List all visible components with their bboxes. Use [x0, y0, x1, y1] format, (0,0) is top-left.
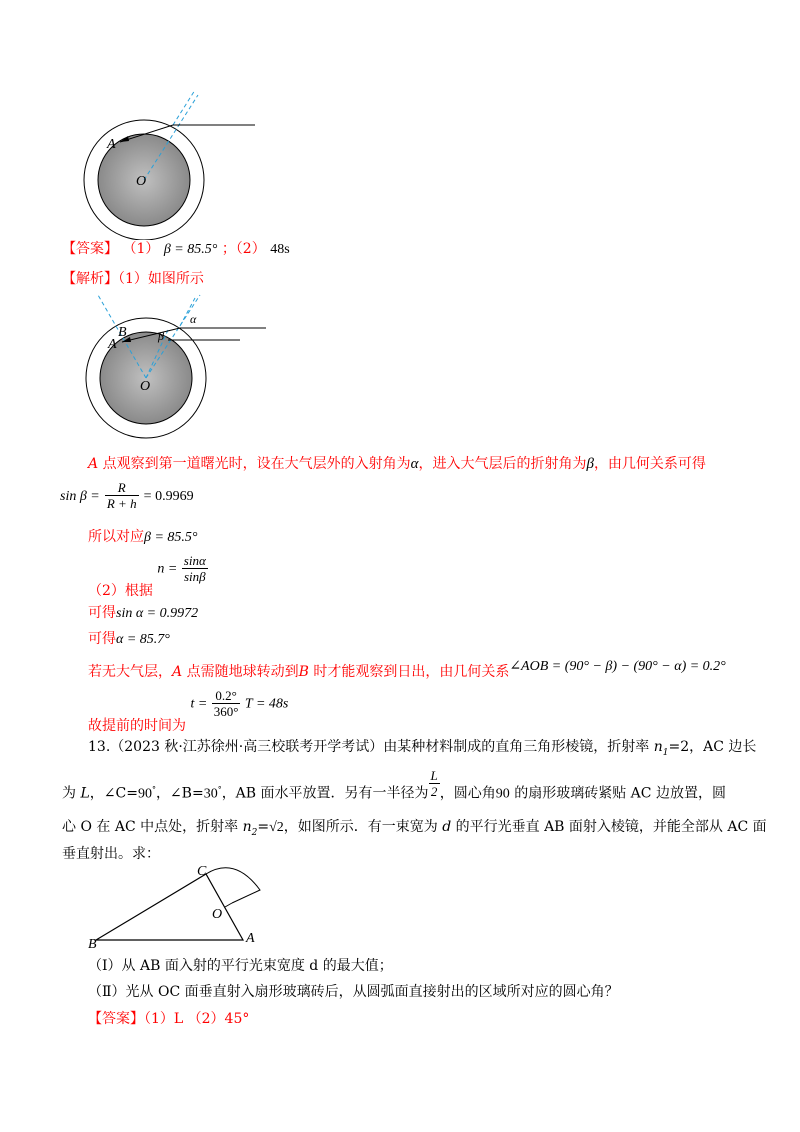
eq-rhs: T = 48s: [244, 696, 289, 712]
text-part: ，如图所示．有一束宽为: [283, 819, 443, 835]
analysis-sentence-1: [88, 455, 706, 473]
text-part: ，∠C=: [89, 785, 138, 802]
alpha-symbol: α: [410, 456, 419, 472]
frac-num: L: [430, 768, 438, 783]
frac-num: R: [105, 480, 139, 496]
beta-eq: β = 85.5°: [144, 530, 198, 545]
eq-lhs: sin β =: [60, 489, 100, 504]
answer-text: （1）L （2）45°: [144, 1011, 250, 1027]
answer-line-2: [88, 1010, 249, 1028]
angle-c-value: 90: [137, 786, 152, 802]
text-part: 可得: [88, 631, 116, 647]
analysis-line: [62, 270, 204, 288]
text-part: ，∠B=: [155, 785, 204, 802]
frac-den: R + h: [106, 496, 137, 511]
text-part: 的扇形玻璃砖紧贴 AC 边放置，圆: [509, 785, 726, 802]
label-a: A: [246, 931, 255, 946]
sector-arc: [206, 868, 260, 903]
analysis-sentence-4: [88, 604, 198, 623]
sector-radius-1: [225, 903, 232, 907]
sub-question-2: （Ⅱ）光从 OC 面垂直射入扇形玻璃砖后，从圆弧面直接射出的区域所对应的圆心角？: [88, 984, 619, 1000]
analysis-sentence-2: [88, 528, 198, 547]
n1-symbol: n: [653, 739, 663, 755]
text-part: 点需随地球转动到: [182, 664, 299, 680]
answer-tag: 【答案】: [88, 1011, 144, 1027]
text-part: =2，AC 边长: [668, 739, 757, 755]
question-13-line-3: [62, 818, 767, 842]
frac-den: 2: [430, 784, 438, 799]
analysis-sentence-3: [88, 553, 208, 599]
point-a: A: [172, 664, 183, 680]
eq-lhs: t =: [190, 696, 208, 712]
sub-question-1: （Ⅰ）从 AB 面入射的平行光束宽度 d 的最大值；: [88, 958, 393, 974]
text-part: 的平行光垂直 AB 面射入棱镜，并能全部从 AC 面: [451, 819, 767, 835]
label-b: B: [88, 937, 97, 950]
text-part: 心 O 在 AC 中点处，折射率: [62, 819, 243, 835]
figure-prism: [80, 860, 280, 950]
frac-den: 360°: [213, 704, 239, 719]
label-beta: β: [158, 329, 164, 343]
analysis-intro: （1）如图所示: [118, 271, 204, 287]
sin-alpha-eq: sin α = 0.9972: [116, 606, 199, 621]
equation-sin-beta: [60, 480, 194, 511]
point-a: A: [88, 456, 99, 472]
eq-rhs: = 0.9969: [143, 489, 194, 504]
refracted-ray: [173, 90, 195, 125]
label-c: C: [197, 864, 207, 879]
answer-part1: （1）: [122, 241, 160, 257]
answer-tag: 【答案】: [62, 241, 118, 257]
text-part: （2023 秋·江苏徐州·高三校联考开学考试）由某种材料制成的直角三角形棱镜，折射率: [110, 739, 654, 755]
n2-symbol: n: [242, 819, 252, 835]
angle-b-value: 30: [203, 786, 218, 802]
width-d: d: [442, 819, 452, 835]
text-part: ，由几何关系可得: [593, 456, 706, 472]
text-part: =: [257, 819, 270, 835]
text-part: （2）根据: [88, 582, 153, 599]
sqrt-two: √2: [269, 820, 284, 835]
angle-aob-eq: ∠AOB = (90° − β) − (90° − α) = 0.2°: [509, 659, 726, 674]
eq-lhs: n =: [157, 561, 178, 577]
analysis-sentence-7: [88, 688, 289, 734]
text-part: 垂直射出。求：: [62, 846, 160, 862]
answer-val2: 48s: [270, 242, 290, 257]
length-l: L: [80, 785, 90, 802]
sector-angle: 90: [495, 786, 510, 802]
label-a: A: [107, 137, 116, 152]
beta-symbol: β: [586, 456, 594, 472]
question-13-line-2: 为 L，∠C=90°，∠B=30°，AB 面水平放置．另有一半径为 $\frac{L}{2}$ ，圆心角90 的扇形玻璃砖紧贴 AC 边放置，圆: [62, 768, 726, 802]
figure-earth-atmosphere-1: [80, 90, 270, 240]
text-part: 可得: [88, 605, 116, 621]
question-13-line-1: [88, 738, 756, 762]
text-part: 所以对应: [88, 529, 144, 545]
answer-line-1: [62, 240, 290, 259]
n1-sub: 1: [662, 747, 669, 758]
label-alpha: α: [190, 312, 197, 326]
text-part: ，进入大气层后的折射角为: [418, 456, 587, 472]
frac-num: sinα: [183, 553, 206, 568]
label-o: O: [136, 174, 147, 189]
text-part: 故提前的时间为: [88, 717, 186, 734]
n2-sub: 2: [251, 827, 258, 838]
label-o: O: [140, 379, 151, 394]
text-part: 为: [62, 785, 81, 802]
analysis-sentence-5: [88, 630, 170, 649]
figure-earth-atmosphere-2: [80, 290, 280, 440]
frac-den: sinβ: [183, 569, 206, 584]
text-part: ，圆心角: [439, 785, 496, 802]
text-part: 时才能观察到日出，由几何关系: [308, 664, 510, 680]
alpha-eq: α = 85.7°: [116, 632, 170, 647]
analysis-tag: 【解析】: [62, 271, 118, 287]
label-a: A: [108, 337, 117, 352]
text-part: 若无大气层，: [88, 664, 172, 680]
label-b: B: [118, 325, 127, 340]
text-part: ，AB 面水平放置．另有一半径为: [221, 785, 429, 802]
frac-num: 0.2°: [212, 688, 241, 704]
point-b: B: [298, 664, 309, 680]
question-number: 13.: [88, 739, 111, 755]
label-o: O: [212, 907, 223, 922]
text-part: 点观察到第一道曙光时，设在大气层外的入射角为: [98, 456, 411, 472]
answer-beta: β = 85.5°: [163, 242, 218, 257]
answer-sep: ；（2）: [221, 241, 266, 257]
analysis-sentence-6: [88, 659, 726, 682]
